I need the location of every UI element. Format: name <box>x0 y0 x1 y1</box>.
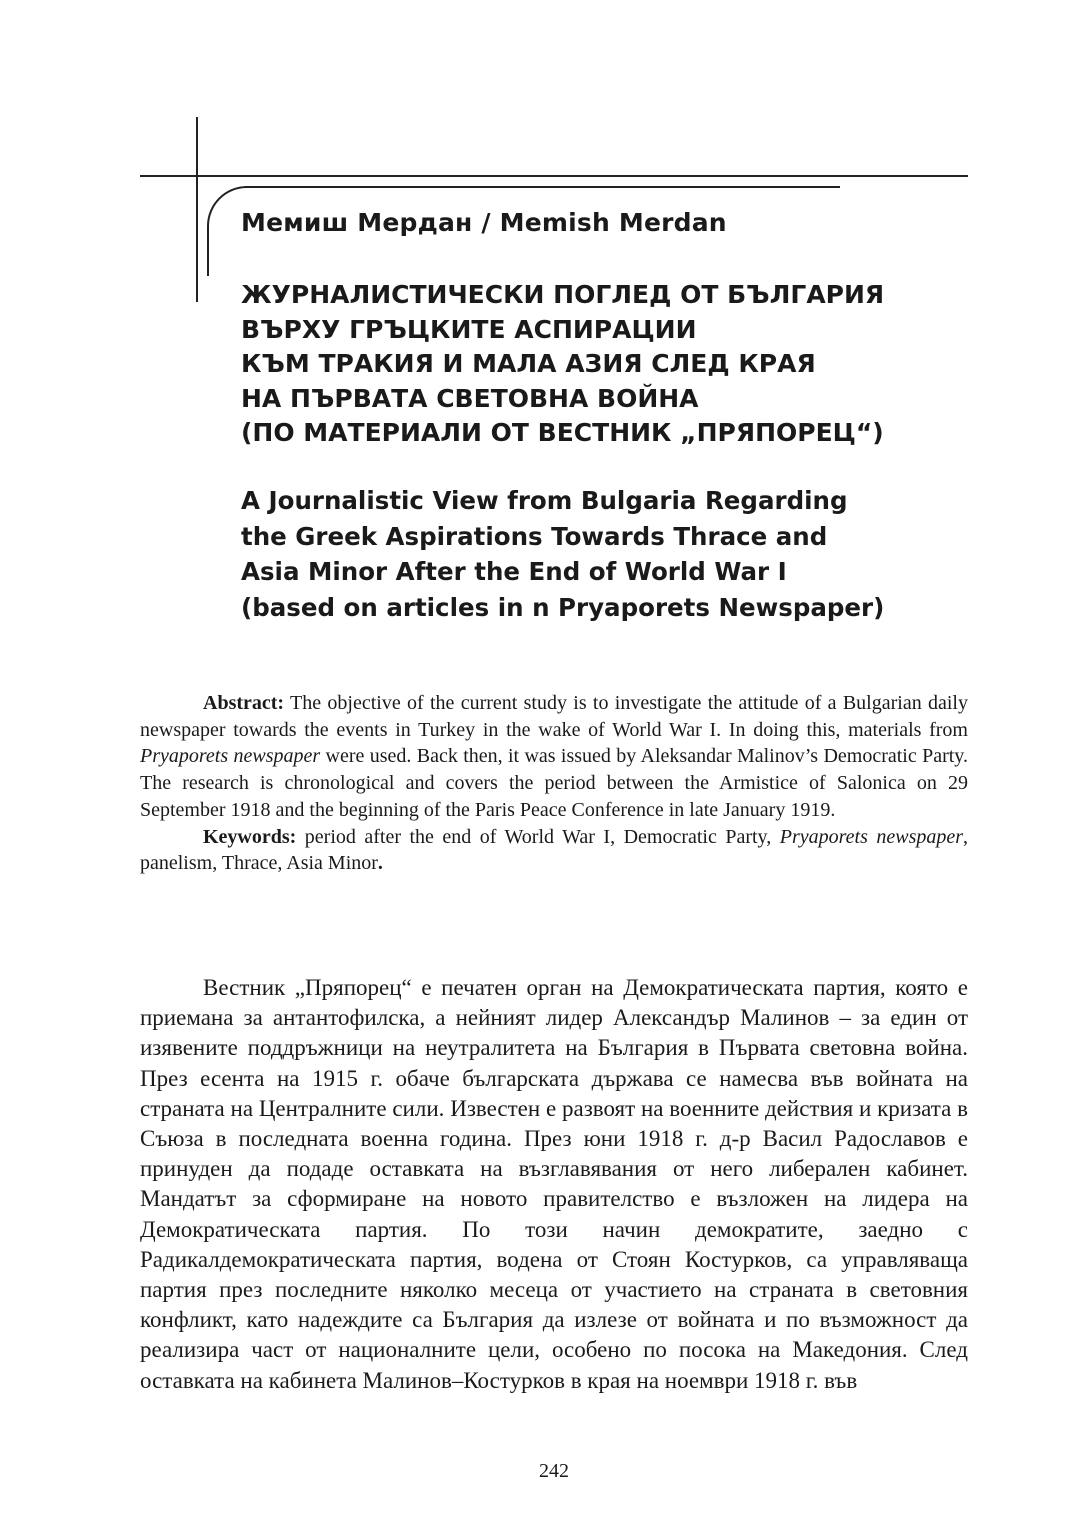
title-en-line: (based on articles in n Pryaporets Newspaper) <box>241 592 885 622</box>
keywords-end: . <box>377 852 383 875</box>
title-bg-line: КЪМ ТРАКИЯ И МАЛА АЗИЯ СЛЕД КРАЯ <box>241 349 816 378</box>
abstract-label: Abstract: <box>203 692 285 714</box>
keywords-italic: Pryaporets newspaper <box>779 825 964 848</box>
abstract-block <box>140 690 968 877</box>
keywords-paragraph <box>140 824 968 877</box>
crop-rule-vertical <box>196 117 198 302</box>
title-bg-line: ВЪРХУ ГРЪЦКИТЕ АСПИРАЦИИ <box>241 314 697 344</box>
abstract-text: were used. Back then, it was issued by Aleksandar Malinov’s Democratic Party. The research is chronological and covers the period between the Armistice of Salonica on 29 September 1918 and the beginning of the Paris Peace Conference in late January 1919. <box>140 745 968 821</box>
title-bg-line: ЖУРНАЛИСТИЧЕСКИ ПОГЛЕД ОТ БЪЛГАРИЯ <box>241 280 885 309</box>
abstract-text: The objective of the current study is to investigate the attitude of a Bulgarian daily newspaper towards the events in Turkey in the wake of World War I. In doing this, materials from <box>140 692 968 741</box>
body-paragraph <box>140 973 968 1396</box>
title-bulgarian <box>241 278 884 451</box>
body-text-content: Вестник „Пряпорец“ е печатен орган на Демократическата партия, която е приемана за антантофилска, а нейният лидер Александър Малинов – за един от изявените поддръжници на неутралитета на България в Първата световна война. През есента на 1915 г. обаче българската държава се намесва във войната на страната на Централните сили. Известен е развоят на военните действия и кризата в Съюза в последната военна година. През юни 1918 г. д-р Васил Радославов е принуден да подаде оставката на възглавявания от него либерален кабинет. Мандатът за сформиране на новото правителство е възложен на лидера на Демократическата партия. По този начин демократите, заедно с Радикалдемократическата партия, водена от Стоян Костурков, са управляваща партия през последните няколко месеца от участието на страната в световния конфликт, като надеждите са България да излезе от войната и по възможност да реализира част от националните цели, особено по посока на Македония. След оставката на кабинета Малинов–Костурков в края на ноември 1918 г. във <box>140 975 968 1393</box>
author-name: Мемиш Мердан / Memish Merdan <box>241 208 727 237</box>
crop-rule-top <box>140 175 968 177</box>
abstract-paragraph <box>140 690 968 824</box>
title-bg-line: НА ПЪРВАТА СВЕТОВНА ВОЙНА <box>241 383 699 413</box>
keywords-text: period after the end of World War I, Democratic Party, <box>296 825 780 848</box>
title-bg-line: (ПО МАТЕРИАЛИ ОТ ВЕСТНИК „ПРЯПОРЕЦ“) <box>241 418 884 447</box>
abstract-italic: Pryaporets newspaper <box>140 745 321 768</box>
page-number: 242 <box>539 1460 569 1482</box>
title-en-line: Asia Minor After the End of World War I <box>241 557 787 586</box>
title-en-line: A Journalistic View from Bulgaria Regarding <box>241 486 848 515</box>
header-rule-inner <box>245 186 840 188</box>
keywords-label: Keywords: <box>203 825 297 848</box>
title-en-line: the Greek Aspirations Towards Thrace and <box>241 521 828 551</box>
keywords-text: , panelism, Thrace, Asia Minor <box>140 825 969 875</box>
title-english <box>241 483 884 625</box>
